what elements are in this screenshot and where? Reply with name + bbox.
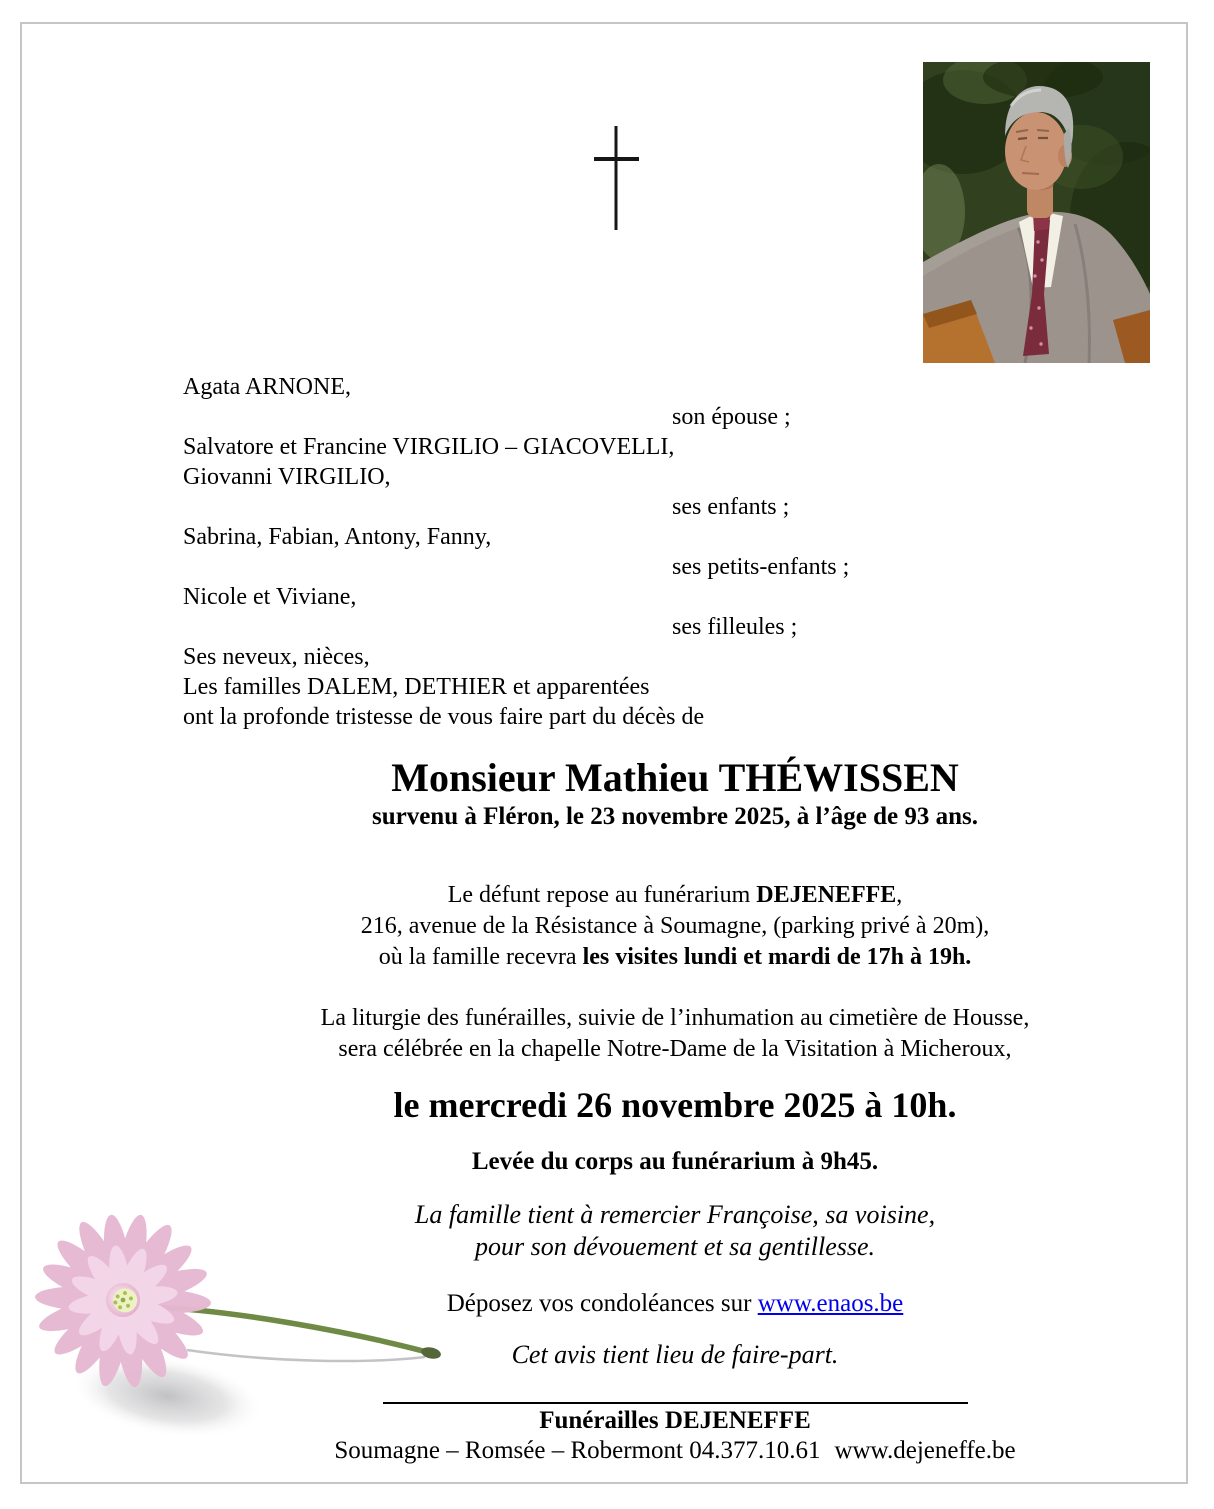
family-line: Nicole et Viviane, bbox=[183, 584, 357, 610]
family-line: Agata ARNONE, bbox=[183, 374, 351, 400]
repose-block bbox=[160, 880, 1190, 973]
repose-line-2: 216, avenue de la Résistance à Soumagne, (parking privé à 20m), bbox=[360, 913, 990, 939]
funeral-home-website: www.dejeneffe.be bbox=[834, 1437, 1016, 1464]
liturgy-line-1: La liturgie des funérailles, suivie de l’inhumation au cimetière de Housse, bbox=[320, 1005, 1030, 1031]
liturgy-line-2: sera célébrée en la chapelle Notre-Dame de la Visitation à Micheroux, bbox=[338, 1036, 1012, 1062]
family-names-block bbox=[183, 372, 1143, 732]
relation-label: ses filleules ; bbox=[672, 614, 798, 640]
family-line: Giovanni VIRGILIO, bbox=[183, 464, 391, 490]
repose-line-1-end: , bbox=[896, 882, 903, 908]
ceremony-date: le mercredi 26 novembre 2025 à 10h. bbox=[393, 1085, 957, 1125]
family-line: Salvatore et Francine VIRGILIO – GIACOVELLI, bbox=[183, 434, 675, 460]
funeral-home-locations-phone: Soumagne – Romsée – Robermont 04.377.10.61 bbox=[334, 1437, 821, 1464]
relation-label: ses petits-enfants ; bbox=[672, 554, 850, 580]
relation-label: ses enfants ; bbox=[672, 494, 790, 520]
thanks-line-2: pour son dévouement et sa gentillesse. bbox=[474, 1232, 876, 1261]
cross-icon bbox=[585, 120, 649, 238]
liturgy-block bbox=[160, 1003, 1190, 1065]
family-line: Les familles DALEM, DETHIER et apparentées bbox=[183, 674, 650, 700]
repose-line-1 bbox=[160, 880, 1190, 911]
footer-divider bbox=[383, 1402, 968, 1404]
flower-image bbox=[35, 1200, 455, 1470]
faire-part-notice: Cet avis tient lieu de faire-part. bbox=[511, 1340, 839, 1369]
announcement-intro: ont la profonde tristesse de vous faire part du décès de bbox=[183, 704, 705, 730]
death-date-line: survenu à Fléron, le 23 novembre 2025, à l’âge de 93 ans. bbox=[371, 803, 978, 830]
family-line: Sabrina, Fabian, Antony, Fanny, bbox=[183, 524, 492, 550]
visit-hours: les visites lundi et mardi de 17h à 19h. bbox=[582, 944, 972, 970]
condolences-link[interactable]: www.enaos.be bbox=[757, 1290, 904, 1317]
thanks-line-1: La famille tient à remercier Françoise, sa voisine, bbox=[414, 1200, 936, 1229]
funeral-home-title: Funérailles DEJENEFFE bbox=[539, 1407, 811, 1434]
condolences-text: Déposez vos condoléances sur bbox=[446, 1290, 758, 1317]
relation-label: son épouse ; bbox=[672, 404, 791, 430]
repose-line-3 bbox=[160, 942, 1190, 973]
repose-line-1-text: Le défunt repose au funérarium bbox=[447, 882, 757, 908]
repose-line-3-text: où la famille recevra bbox=[378, 944, 583, 970]
portrait-photo bbox=[923, 62, 1150, 363]
deceased-name: Monsieur Mathieu THÉWISSEN bbox=[391, 755, 959, 800]
funeral-home-name: DEJENEFFE bbox=[756, 882, 897, 908]
family-line: Ses neveux, nièces, bbox=[183, 644, 370, 670]
levee-du-corps: Levée du corps au funérarium à 9h45. bbox=[471, 1148, 879, 1175]
